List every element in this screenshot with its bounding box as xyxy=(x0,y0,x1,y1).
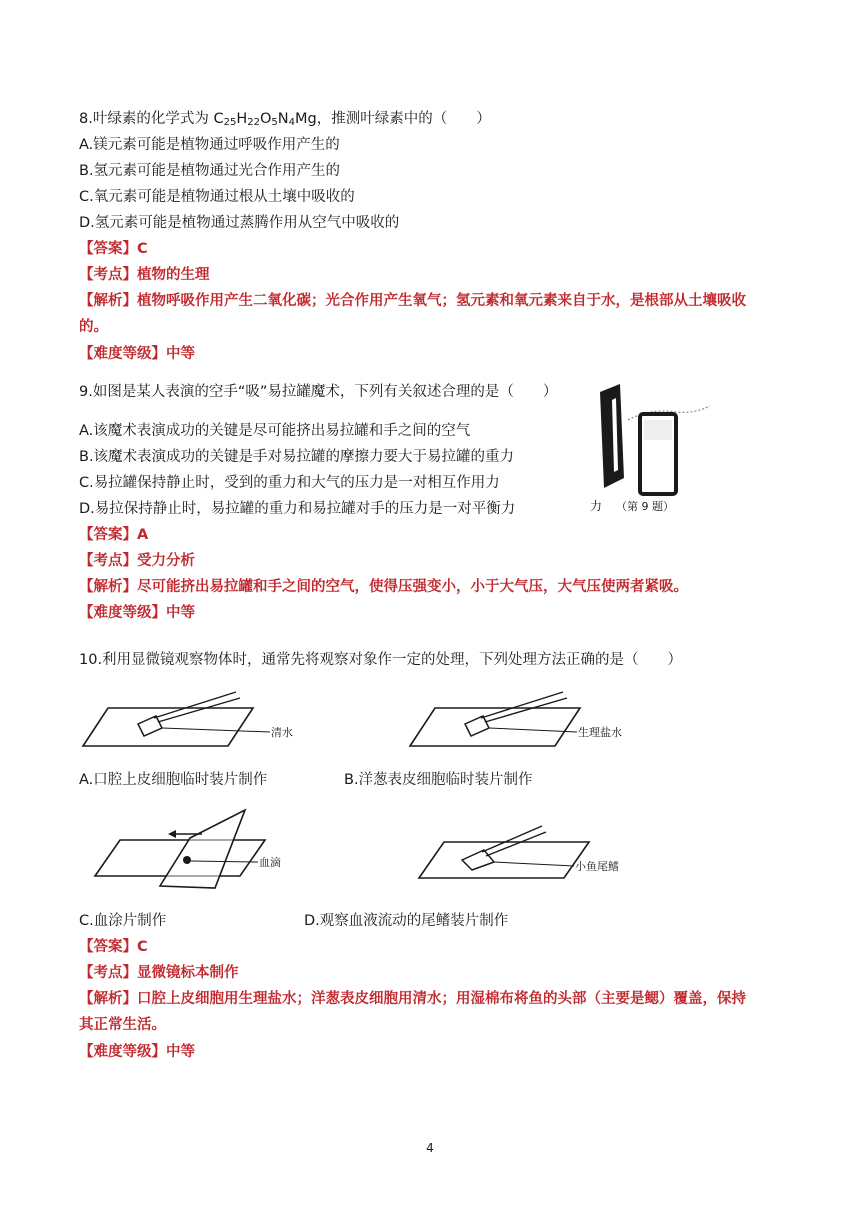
q10-option-d: D.观察血液流动的尾鳍装片制作 xyxy=(304,913,509,929)
q10-topic: 【考点】显微镜标本制作 xyxy=(79,965,239,981)
q9-topic: 【考点】受力分析 xyxy=(79,553,195,569)
magic-can-figure xyxy=(590,378,720,523)
q8-stem: 8.叶绿素的化学式为 $C_{25}H_{22}O_5N_4Mg$，推测叶绿素中的（ ） xyxy=(79,111,491,128)
figure-c-label: 血滴 xyxy=(259,856,281,869)
q10-option-a: A.口腔上皮细胞临时装片制作 xyxy=(79,772,268,788)
q9-answer: 【答案】A xyxy=(79,527,149,543)
q9-analysis: 【解析】尽可能挤出易拉罐和手之间的空气，使得压强变小，小于大气压，大气压使两者紧吸。 xyxy=(79,579,688,595)
q8-option-d: D.氢元素可能是植物通过蒸腾作用从空气中吸收的 xyxy=(79,215,400,231)
page-number: 4 xyxy=(426,1141,434,1155)
figure-d-fish-tail xyxy=(414,818,654,890)
q10-stem: 10.利用显微镜观察物体时，通常先将观察对象作一定的处理，下列处理方法正确的是（ ） xyxy=(79,652,683,668)
q9-option-c: C.易拉罐保持静止时，受到的重力和大气的压力是一对相互作用力 xyxy=(79,475,500,491)
q8-analysis-cont: 的。 xyxy=(79,319,108,335)
q9-option-a: A.该魔术表演成功的关键是尽可能挤出易拉罐和手之间的空气 xyxy=(79,423,471,439)
q8-option-b: B.氢元素可能是植物通过光合作用产生的 xyxy=(79,163,341,179)
svg-text:力: 力 xyxy=(590,499,603,513)
q10-analysis-cont: 其正常生活。 xyxy=(79,1017,166,1033)
q9-stem: 9.如图是某人表演的空手“吸”易拉罐魔术，下列有关叙述合理的是（ ） xyxy=(79,384,558,400)
q9-option-d: D.易拉保持静止时，易拉罐的重力和易拉罐对手的压力是一对平衡力 xyxy=(79,501,516,517)
q8-option-a: A.镁元素可能是植物通过呼吸作用产生的 xyxy=(79,137,340,153)
q8-option-c: C.氧元素可能是植物通过根从土壤中吸收的 xyxy=(79,189,355,205)
figure-a-slide-water xyxy=(78,688,308,758)
q8-analysis: 【解析】植物呼吸作用产生二氧化碳；光合作用产生氧气；氢元素和氧元素来自于水，是根部从土壤吸收 xyxy=(79,293,746,309)
q10-analysis: 【解析】口腔上皮细胞用生理盐水；洋葱表皮细胞用清水；用湿棉布将鱼的头部（主要是鳃）覆盖，保持 xyxy=(79,991,746,1007)
q9-difficulty: 【难度等级】中等 xyxy=(79,605,195,621)
q8-answer: 【答案】C xyxy=(79,241,148,257)
figure-c-blood-smear xyxy=(90,808,320,890)
q10-answer: 【答案】C xyxy=(79,939,148,955)
figure-a-label: 清水 xyxy=(271,726,293,739)
q8-topic: 【考点】植物的生理 xyxy=(79,267,210,283)
q10-option-b: B.洋葱表皮细胞临时装片制作 xyxy=(344,772,533,788)
figure-d-label: 小鱼尾鳍 xyxy=(575,860,619,873)
figure-b-label: 生理盐水 xyxy=(578,726,622,739)
q8-difficulty: 【难度等级】中等 xyxy=(79,346,195,362)
q10-difficulty: 【难度等级】中等 xyxy=(79,1044,195,1060)
q10-option-c: C.血涂片制作 xyxy=(79,913,167,929)
q9-option-b: B.该魔术表演成功的关键是手对易拉罐的摩擦力要大于易拉罐的重力 xyxy=(79,449,515,465)
q9-figure-caption: （第 9 题） xyxy=(616,500,674,513)
figure-b-slide-saline xyxy=(405,688,645,758)
